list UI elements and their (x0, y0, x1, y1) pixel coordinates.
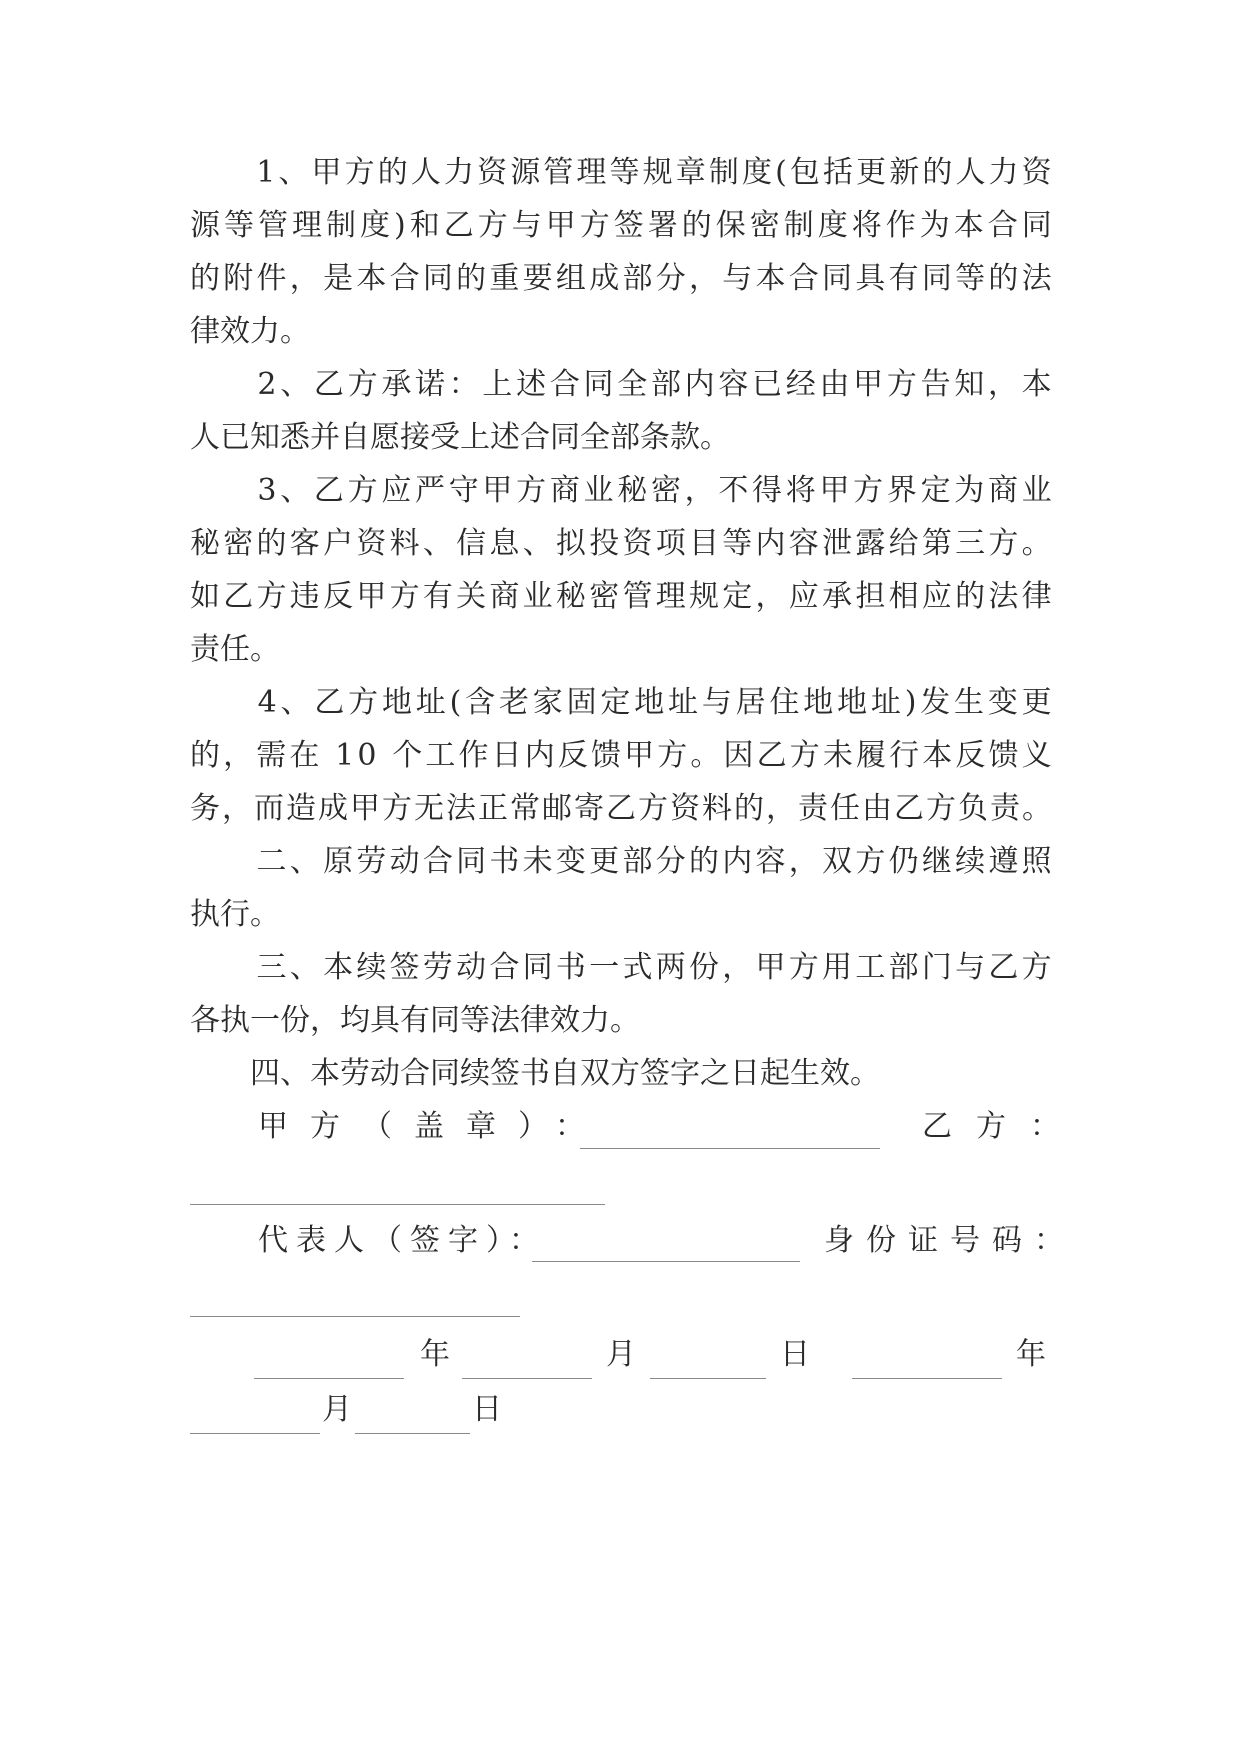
date-b-day-label: 日 (472, 1392, 502, 1427)
paragraph-1-line-1: 1 、 甲 方 的 人 力 资 源 管 理 等 规 章 制 度 ( 包 括 更 新 的 人 力 资 (256, 155, 1052, 190)
representative-label: 代表人（签字）： (258, 1223, 547, 1258)
paragraph-4-line-3: 务 ， 而 造 成 甲 方 无 法 正 常 邮 寄 乙 方 资 料 的 ， 责 任 由 乙 方 负 责 。 (190, 791, 1052, 826)
date-a-day-label: 日 (780, 1337, 810, 1372)
date-b-year-label: 年 (1016, 1337, 1046, 1372)
paragraph-7-line-1: 四、本劳动合同续签书自双方签字之日起生效。 (190, 1056, 880, 1091)
paragraph-2-line-1: 2 、 乙 方 承 诺 ： 上 述 合 同 全 部 内 容 已 经 由 甲 方 告 知 ， 本 (257, 367, 1052, 402)
id-number-label: 身份证号码： (824, 1223, 1076, 1258)
party-a-label: 甲方（盖章）： (258, 1109, 607, 1144)
paragraph-5-line-2: 执行。 (190, 897, 280, 932)
paragraph-5-line-1: 二 、 原 劳 动 合 同 书 未 变 更 部 分 的 内 容 ， 双 方 仍 继 续 遵 照 (256, 844, 1052, 879)
paragraph-4-line-2: 的 ， 需 在 1 0 个 工 作 日 内 反 馈 甲 方 。 因 乙 方 未 履 行 本 反 馈 义 (190, 738, 1052, 773)
paragraph-1-line-4: 律效力。 (190, 314, 310, 349)
date-a-year-line (254, 1348, 404, 1379)
id-number-line (190, 1286, 520, 1317)
paragraph-6-line-1: 三 、 本 续 签 劳 动 合 同 书 一 式 两 份 ， 甲 方 用 工 部 门 与 乙 方 (256, 950, 1052, 985)
party-a-signature-line (580, 1118, 880, 1149)
paragraph-2-line-2: 人已知悉并自愿接受上述合同全部条款。 (190, 420, 730, 455)
date-b-year-line (852, 1348, 1002, 1379)
date-a-month-line (462, 1348, 592, 1379)
paragraph-6-line-2: 各执一份，均具有同等法律效力。 (190, 1003, 640, 1038)
date-a-year-label: 年 (420, 1337, 450, 1372)
party-b-label: 乙方： (922, 1109, 1084, 1144)
date-b-month-line (190, 1403, 320, 1434)
paragraph-3-line-4: 责任。 (190, 632, 280, 667)
party-b-signature-line (190, 1174, 605, 1205)
date-a-month-label: 月 (606, 1337, 636, 1372)
paragraph-1-line-2: 源 等 管 理 制 度 ) 和 乙 方 与 甲 方 签 署 的 保 密 制 度 将 作 为 本 合 同 (190, 208, 1052, 243)
representative-signature-line (532, 1231, 800, 1262)
paragraph-4-line-1: 4 、 乙 方 地 址 ( 含 老 家 固 定 地 址 与 居 住 地 地 址 ) 发 生 变 更 (257, 685, 1052, 720)
date-b-month-label: 月 (322, 1392, 352, 1427)
date-b-day-line (355, 1403, 470, 1434)
paragraph-1-line-3: 的 附 件 ， 是 本 合 同 的 重 要 组 成 部 分 ， 与 本 合 同 具 有 同 等 的 法 (190, 261, 1052, 296)
date-a-day-line (650, 1348, 766, 1379)
paragraph-3-line-2: 秘 密 的 客 户 资 料 、 信 息 、 拟 投 资 项 目 等 内 容 泄 露 给 第 三 方 。 (190, 526, 1052, 561)
paragraph-3-line-3: 如 乙 方 违 反 甲 方 有 关 商 业 秘 密 管 理 规 定 ， 应 承 担 相 应 的 法 律 (190, 579, 1052, 614)
paragraph-3-line-1: 3 、 乙 方 应 严 守 甲 方 商 业 秘 密 ， 不 得 将 甲 方 界 定 为 商 业 (257, 473, 1052, 508)
